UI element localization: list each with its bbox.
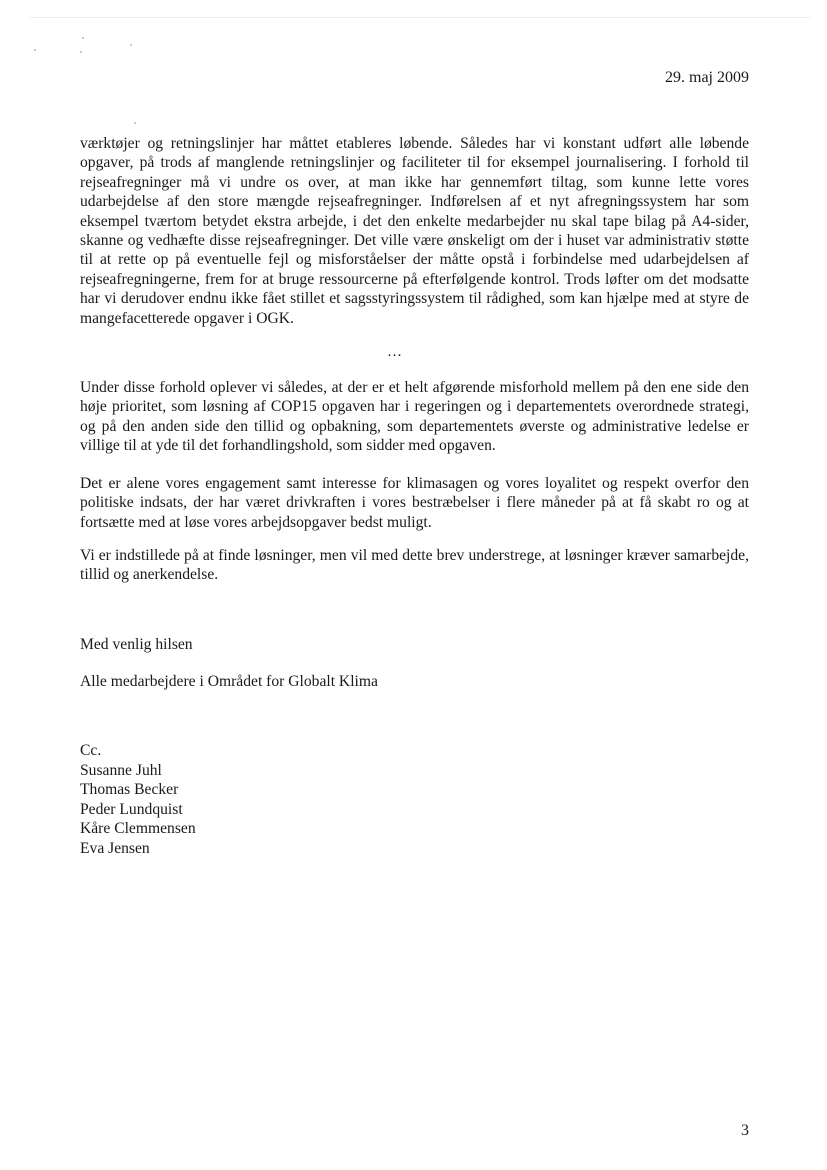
cc-list <box>80 741 196 858</box>
cc-recipient: Peder Lundquist <box>80 800 183 818</box>
scan-speck <box>134 122 136 124</box>
scan-edge-line <box>30 17 810 18</box>
scan-speck <box>82 37 84 39</box>
signature-line: Alle medarbejdere i Området for Globalt Klima <box>80 673 378 690</box>
cc-label: Cc. <box>80 742 102 759</box>
body-paragraph-1 <box>80 134 749 328</box>
scan-speck <box>34 49 36 51</box>
paragraph-text: Det er alene vores engagement samt interesse for klimasagen og vores loyalitet og respekt overfor den politiske indsats, der har været drivkraften i vores bestræbelser i flere måneder på at få skabt ro og at fortsætte med at løse vores arbejdsopgaver bedst muligt. <box>80 475 749 531</box>
scan-speck <box>130 44 132 46</box>
letter-date: 29. maj 2009 <box>665 69 749 86</box>
scan-speck <box>80 51 82 53</box>
page-number: 3 <box>741 1122 749 1139</box>
cc-recipient: Eva Jensen <box>80 839 150 857</box>
body-paragraph-3 <box>80 474 749 532</box>
paragraph-text: Under disse forhold oplever vi således, at der er et helt afgørende misforhold mellem på den ene side den høje prioritet, som løsning af COP15 opgaven har i regeringen og i departementets overordnede strategi, og på den anden side den tillid og opbakning, som departementets øverste og administrative ledelse er villige til at yde til det forhandlingshold, som sidder med opgaven. <box>80 379 749 455</box>
cc-recipient: Kåre Clemmensen <box>80 820 196 837</box>
cc-recipient: Susanne Juhl <box>80 761 162 779</box>
omission-ellipsis: … <box>387 344 403 360</box>
body-paragraph-2 <box>80 378 749 456</box>
body-paragraph-4 <box>80 546 749 585</box>
cc-recipient: Thomas Becker <box>80 781 179 798</box>
closing-greeting: Med venlig hilsen <box>80 636 193 653</box>
paragraph-text: Vi er indstillede på at finde løsninger, men vil med dette brev understrege, at løsninger kræver samarbejde, tillid og anerkendelse. <box>80 547 749 584</box>
paragraph-text: værktøjer og retningslinjer har måttet etableres løbende. Således har vi konstant udført alle løbende opgaver, på trods af manglende retningslinjer og faciliteter til for eksempel journalisering. I forhold til rejseafregninger må vi undre os over, at man ikke har gennemført tiltag, som kunne lette vores udarbejdelse af den store mængde rejseafregninger. Indførelsen af et nyt afregningssystem har som eksempel tværtom betydet ekstra arbejde, i det den enkelte medarbejder nu skal tape bilag på A4-sider, skanne og vedhæfte disse rejseafregninger. Det ville være ønskeligt om der i huset var administrativ støtte til at rette op på eventuelle fejl og misforståelser der måtte opstå i forbindelse med udarbejdelsen af rejseafregningerne, frem for at bruge ressourcerne på efterfølgende kontrol. Trods løfter om det modsatte har vi derudover endnu ikke fået stillet et sagsstyringssystem til rådighed, som kan hjælpe med at styre de mangefacetterede opgaver i OGK. <box>80 135 749 327</box>
